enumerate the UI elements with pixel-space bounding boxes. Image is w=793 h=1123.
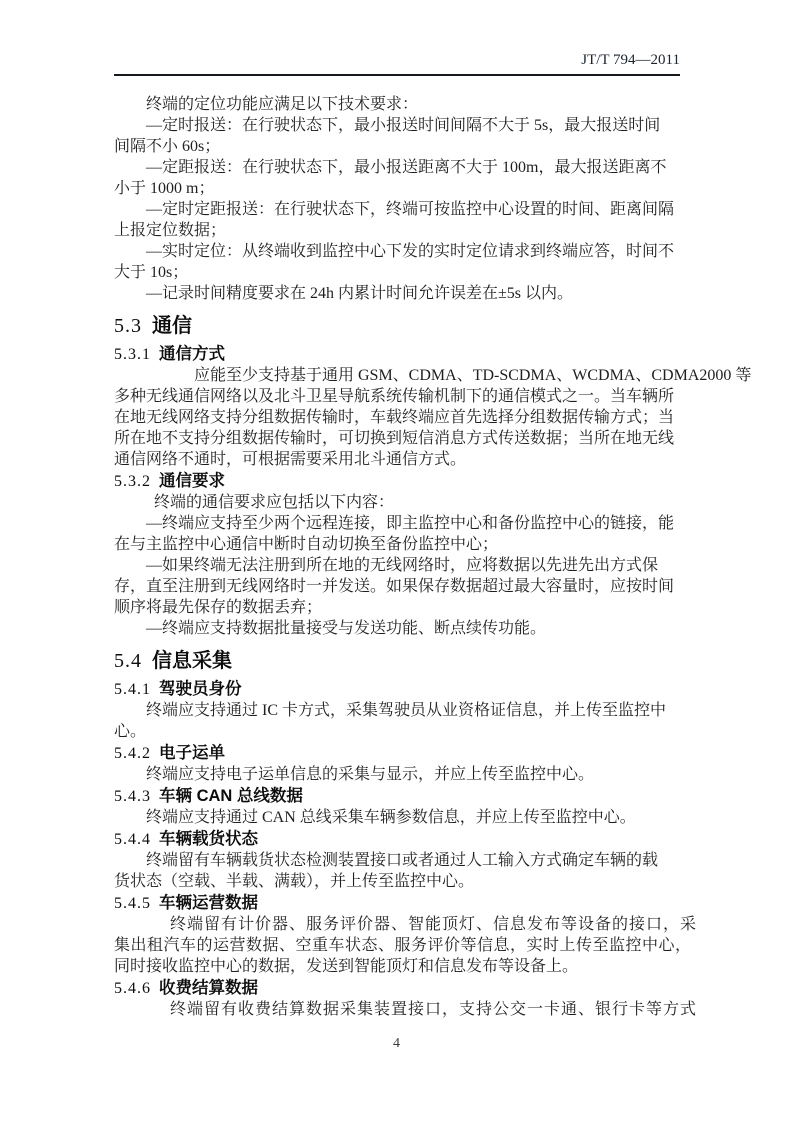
heading-title: 通信方式 [159,345,225,363]
paragraph [114,555,680,618]
text-line: 心。 [114,723,147,740]
page-header [114,52,680,76]
heading-title: 车辆 CAN 总线数据 [159,787,303,805]
heading-title: 信息采集 [152,650,232,672]
paragraph [114,241,680,283]
text-line: 在与主监控中心通信中断时自动切换至备份监控中心； [114,536,499,553]
text-line: 终端留有收费结算数据采集装置接口，支持公交一卡通、银行卡等方式 [170,1001,698,1018]
heading-number: 5.4.3 [114,788,151,805]
subsection-heading [114,471,680,492]
text-line: 终端留有车辆载货状态检测装置接口或者通过人工输入方式确定车辆的载 [146,852,659,869]
heading-number: 5.4.6 [114,980,151,997]
text-line: 终端应支持电子运单信息的采集与显示，并应上传至监控中心。 [146,766,595,783]
subsection-heading [114,978,680,999]
heading-number: 5.4 [114,650,142,672]
text-line: 终端留有计价器、服务评价器、智能顶灯、信息发布等设备的接口，采 [170,916,698,933]
text-line: 顺序将最先保存的数据丢弃； [114,599,323,616]
text-line: —定距报送：在行驶状态下，最小报送距离不大于 100m，最大报送距离不 [146,159,667,176]
paragraph [114,513,680,555]
page-number-value: 4 [393,1036,400,1051]
paragraph [114,157,680,199]
doc-code: JT/T 794—2011 [581,52,680,68]
text-line: 终端的通信要求应包括以下内容： [154,494,395,511]
paragraph [114,764,680,785]
text-line: 间隔不小 60s； [114,138,221,155]
paragraph [114,618,680,639]
subsection-heading [114,344,680,365]
heading-title: 电子运单 [159,744,225,762]
heading-number: 5.4.5 [114,895,151,912]
page-number [0,1036,793,1052]
subsection-heading [114,743,680,764]
heading-title: 通信要求 [159,472,225,490]
paragraph [114,115,680,157]
text-line: 终端应支持通过 CAN 总线采集车辆参数信息，并应上传至监控中心。 [146,809,636,826]
text-line: 多种无线通信网络以及北斗卫星导航系统传输机制下的通信模式之一。当车辆所 [114,388,675,405]
paragraph [114,914,698,977]
paragraph [114,850,680,892]
paragraph [114,283,680,304]
text-line: 上报定位数据； [114,222,227,239]
text-line: —定时定距报送：在行驶状态下，终端可按监控中心设置的时间、距离间隔 [146,201,675,218]
subsection-heading [114,786,680,807]
heading-number: 5.3.1 [114,346,151,363]
paragraph [114,700,680,742]
text-line: —终端应支持数据批量接受与发送功能、断点续传功能。 [146,620,547,637]
text-line: —实时定位：从终端收到监控中心下发的实时定位请求到终端应答，时间不 [146,243,675,260]
text-line: 小于 1000 m； [114,180,215,197]
paragraph [114,492,680,513]
text-line: 所在地不支持分组数据传输时，可切换到短信消息方式传送数据；当所在地无线 [114,430,675,447]
text-line: —如果终端无法注册到所在地的无线网络时，应将数据以先进先出方式保 [146,557,659,574]
paragraph [114,94,680,115]
text-line: 终端的定位功能应满足以下技术要求： [146,96,419,113]
text-line: 货状态（空载、半载、满载），并上传至监控中心。 [114,873,475,890]
text-line: 集出租汽车的运营数据、空重车状态、服务评价等信息，实时上传至监控中心， [114,937,692,954]
text-line: 在地无线网络支持分组数据传输时，车载终端应首先选择分组数据传输方式；当 [114,409,675,426]
subsection-heading [114,893,680,914]
heading-title: 通信 [152,315,192,337]
document-body [114,94,752,1020]
paragraph [114,807,680,828]
text-line: 大于 10s； [114,264,189,281]
text-line: 通信网络不通时，可根据需要采用北斗通信方式。 [114,451,467,468]
subsection-heading [114,829,680,850]
heading-number: 5.4.4 [114,831,151,848]
heading-number: 5.4.2 [114,745,151,762]
text-line: —定时报送：在行驶状态下，最小报送时间间隔不大于 5s，最大报送时间 [146,117,661,134]
text-line: 应能至少支持基于通用 GSM、CDMA、TD-SCDMA、WCDMA、CDMA2000 等 [194,367,752,384]
heading-title: 车辆运营数据 [159,894,258,912]
text-line: —记录时间精度要求在 24h 内累计时间允许误差在±5s 以内。 [146,285,574,302]
section-heading [114,648,680,674]
text-line: 存，直至注册到无线网络时一并发送。如果保存数据超过最大容量时，应按时间 [114,578,675,595]
text-line: —终端应支持至少两个远程连接，即主监控中心和备份监控中心的链接，能 [146,515,675,532]
text-line: 终端应支持通过 IC 卡方式，采集驾驶员从业资格证信息，并上传至监控中 [146,702,667,719]
paragraph [114,999,698,1020]
paragraph [114,199,680,241]
subsection-heading [114,679,680,700]
heading-number: 5.3.2 [114,473,151,490]
heading-number: 5.3 [114,315,142,337]
heading-title: 收费结算数据 [159,979,258,997]
section-heading [114,313,680,339]
paragraph [114,365,752,470]
heading-title: 车辆载货状态 [159,830,258,848]
heading-number: 5.4.1 [114,681,151,698]
page-content [114,52,752,1020]
heading-title: 驾驶员身份 [159,680,242,698]
text-line: 同时接收监控中心的数据，发送到智能顶灯和信息发布等设备上。 [114,958,579,975]
